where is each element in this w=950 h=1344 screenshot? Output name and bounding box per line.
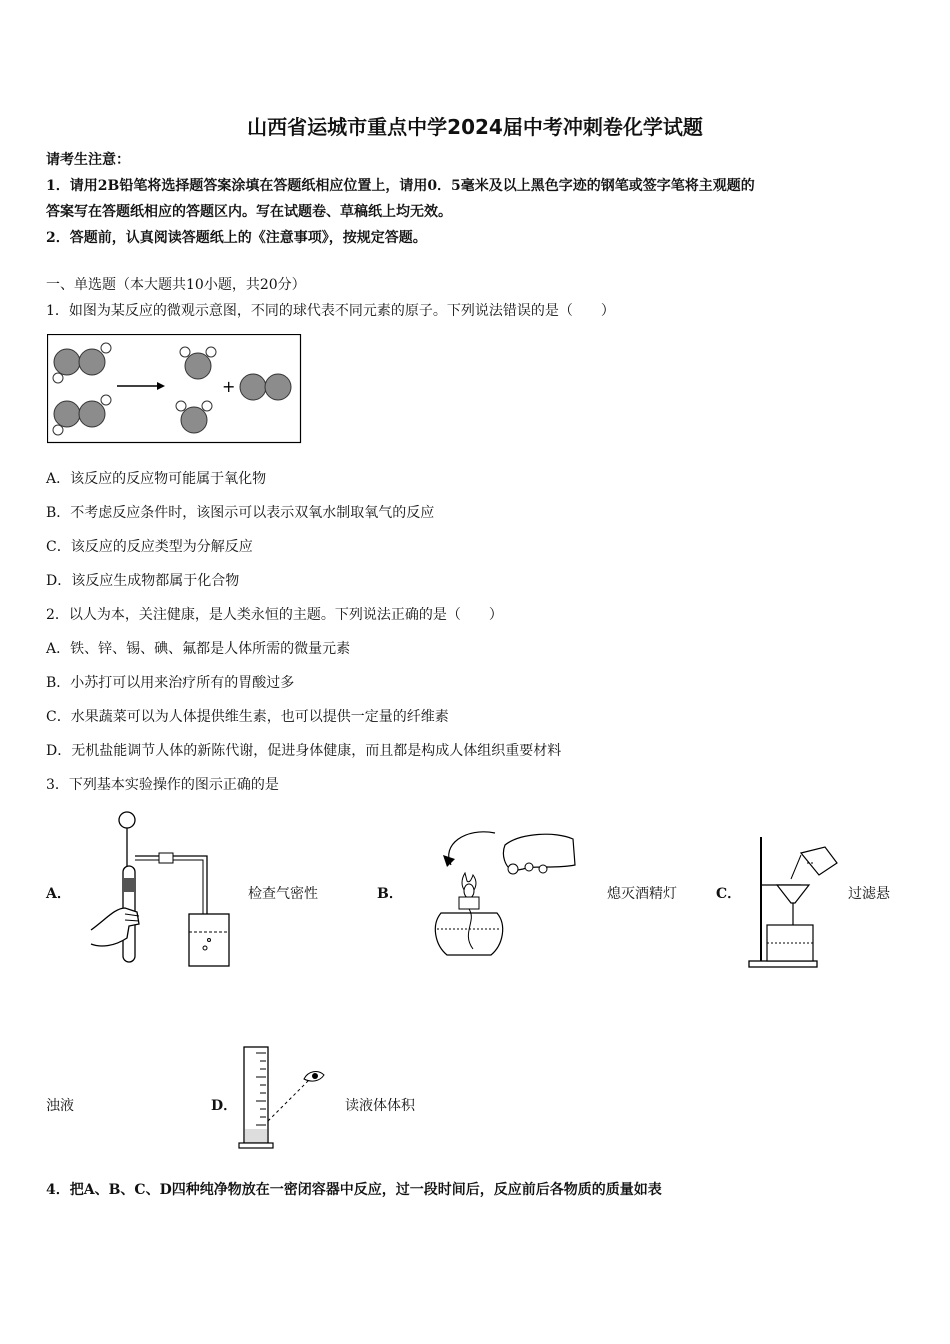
q1-option-d: D．该反应生成物都属于化合物 xyxy=(46,573,240,589)
q2-option-c: C．水果蔬菜可以为人体提供维生素，也可以提供一定量的纤维素 xyxy=(46,709,449,725)
q3-a-text: 检查气密性 xyxy=(248,886,318,902)
notice-line-1b: 答案写在答题纸相应的答题区内。写在试题卷、草稿纸上均无效。 xyxy=(46,204,452,220)
q3-stem: 3．下列基本实验操作的图示正确的是 xyxy=(46,777,279,793)
q3-c-text: 过滤悬 xyxy=(848,886,890,902)
q2-stem: 2．以人为本，关注健康，是人类永恒的主题。下列说法正确的是（ ） xyxy=(46,607,503,623)
q3-c-text-continued: 浊液 xyxy=(46,1098,74,1114)
q3-b-text: 熄灭酒精灯 xyxy=(607,886,677,902)
q2-option-a: A．铁、锌、锡、碘、氟都是人体所需的微量元素 xyxy=(46,641,351,657)
q3-b-label: B． xyxy=(377,886,403,902)
q1-option-c: C．该反应的反应类型为分解反应 xyxy=(46,539,253,555)
reaction-diagram xyxy=(47,334,302,444)
q1-stem: 1．如图为某反应的微观示意图，不同的球代表不同元素的原子。下列说法错误的是（ ） xyxy=(46,303,615,319)
q4-stem: 4．把A、B、C、D四种纯净物放在一密闭容器中反应，过一段时间后，反应前后各物质的质量如表 xyxy=(46,1182,662,1198)
section-heading: 一、单选题（本大题共10小题，共20分） xyxy=(46,277,306,293)
notice-line-2: 2．答题前，认真阅读答题纸上的《注意事项》，按规定答题。 xyxy=(46,230,427,246)
q3-a-label: A． xyxy=(46,886,71,902)
q1-option-b: B．不考虑反应条件时，该图示可以表示双氧水制取氧气的反应 xyxy=(46,505,435,521)
q2-option-d: D．无机盐能调节人体的新陈代谢，促进身体健康，而且都是构成人体组织重要材料 xyxy=(46,743,562,759)
notice-line-1: 1．请用2B铅笔将选择题答案涂填在答题纸相应位置上，请用0．5毫米及以上黑色字迹的钢笔或签字笔将主观题的 xyxy=(46,178,755,194)
q3-d-text: 读液体体积 xyxy=(345,1098,415,1114)
airtightness-check-illustration xyxy=(85,808,245,970)
notice-heading: 请考生注意： xyxy=(46,152,130,168)
filtration-illustration xyxy=(745,833,845,970)
page-title: 山西省运城市重点中学2024届中考冲刺卷化学试题 xyxy=(247,115,703,139)
q2-option-b: B．小苏打可以用来治疗所有的胃酸过多 xyxy=(46,675,295,691)
q3-c-label: C． xyxy=(716,886,742,902)
q1-option-a: A．该反应的反应物可能属于氧化物 xyxy=(46,471,267,487)
plus-sign: + xyxy=(222,377,236,396)
q3-d-label: D． xyxy=(211,1098,238,1114)
graduated-cylinder-illustration xyxy=(238,1045,330,1150)
alcohol-lamp-illustration xyxy=(425,825,580,960)
